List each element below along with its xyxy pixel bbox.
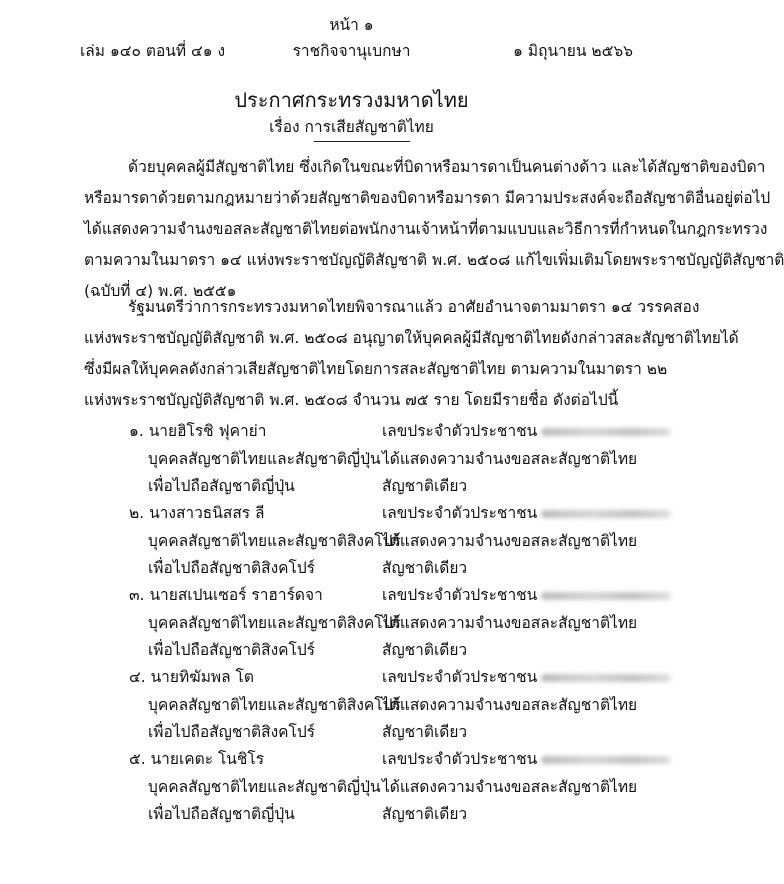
purpose-text: เพื่อไปถือสัญชาติญี่ปุ่น (148, 805, 295, 823)
paragraph-line: ตามความในมาตรา ๑๔ แห่งพระราชบัญญัติสัญชาติ พ.ศ. ๒๕๐๘ แก้ไขเพิ่มเติมโดยพระราชบัญญัติสัญชาติ (84, 251, 784, 269)
purpose-text: เพื่อไปถือสัญชาติสิงคโปร์ (148, 641, 315, 659)
dual-nationality-text: บุคคลสัญชาติไทยและสัญชาติญี่ปุ่น (148, 449, 381, 468)
citizen-id-row (382, 582, 671, 607)
purpose-text: เพื่อไปถือสัญชาติสิงคโปร์ (148, 559, 315, 577)
citizen-id-row (382, 500, 671, 525)
dual-nationality-text: บุคคลสัญชาติไทยและสัญชาติญี่ปุ่น (148, 777, 381, 796)
renunciation-text: ได้แสดงความจำนงขอสละสัญชาติไทย (382, 449, 638, 468)
redacted-id-value (541, 510, 671, 518)
citizen-id-label: เลขประจำตัวประชาชน (382, 504, 538, 522)
single-nationality-text: สัญชาติเดียว (382, 805, 468, 823)
person-name: ๕. นายเคตะ โนชิโร (129, 750, 265, 768)
redacted-id-value (541, 674, 671, 682)
redacted-id-value (541, 428, 671, 436)
paragraph-line: ซึ่งมีผลให้บุคคลดังกล่าวเสียสัญชาติไทยโดยการสละสัญชาติไทย ตามความในมาตรา ๒๒ (84, 360, 668, 378)
purpose-text: เพื่อไปถือสัญชาติสิงคโปร์ (148, 723, 315, 741)
paragraph-2 (84, 292, 739, 416)
paragraph-line: หรือมารดาด้วยตามกฎหมายว่าด้วยสัญชาติของบิดาหรือมารดา มีความประสงค์จะถือสัญชาติอื่นอยู่ต่อไป (84, 189, 771, 207)
dual-nationality-text: บุคคลสัญชาติไทยและสัญชาติสิงคโปร์ (148, 613, 401, 632)
paragraph-line: รัฐมนตรีว่าการกระทรวงมหาดไทยพิจารณาแล้ว อาศัยอำนาจตามมาตรา ๑๔ วรรคสอง (128, 298, 700, 316)
volume-issue: เล่ม ๑๔๐ ตอนที่ ๔๑ ง (80, 42, 226, 60)
single-nationality-text: สัญชาติเดียว (382, 477, 468, 495)
page-number: หน้า ๑ (329, 16, 374, 34)
announcement-subject: เรื่อง การเสียสัญชาติไทย (269, 118, 434, 136)
person-name: ๓. นายสเปนเซอร์ ราฮาร์ดจา (129, 586, 323, 604)
purpose-text: เพื่อไปถือสัญชาติญี่ปุ่น (148, 477, 295, 495)
citizen-id-label: เลขประจำตัวประชาชน (382, 668, 538, 686)
citizen-id-row (382, 664, 671, 689)
paragraph-line: แห่งพระราชบัญญัติสัญชาติ พ.ศ. ๒๕๐๘ อนุญาตให้บุคคลผู้มีสัญชาติไทยดังกล่าวสละสัญชาติไทยได้ (84, 329, 739, 347)
renunciation-text: ได้แสดงความจำนงขอสละสัญชาติไทย (382, 695, 638, 714)
publication-date: ๑ มิถุนายน ๒๕๖๖ (513, 42, 633, 60)
single-nationality-text: สัญชาติเดียว (382, 641, 468, 659)
paragraph-line: ด้วยบุคคลผู้มีสัญชาติไทย ซึ่งเกิดในขณะที่บิดาหรือมารดาเป็นคนต่างด้าว และได้สัญชาติของบิดา (128, 158, 766, 176)
dual-nationality-text: บุคคลสัญชาติไทยและสัญชาติสิงคโปร์ (148, 531, 401, 550)
dual-nationality-text: บุคคลสัญชาติไทยและสัญชาติสิงคโปร์ (148, 695, 401, 714)
person-name: ๔. นายทิฆัมพล โต (129, 668, 254, 686)
citizen-id-row (382, 746, 671, 771)
person-name: ๒. นางสาวธนิสสร ลี (129, 504, 265, 522)
paragraph-line: แห่งพระราชบัญญัติสัญชาติ พ.ศ. ๒๕๐๘ จำนวน ๗๕ ราย โดยมีรายชื่อ ดังต่อไปนี้ (84, 391, 619, 409)
publication-name: ราชกิจจานุเบกษา (292, 42, 411, 60)
renunciation-text: ได้แสดงความจำนงขอสละสัญชาติไทย (382, 777, 638, 796)
citizen-id-label: เลขประจำตัวประชาชน (382, 586, 538, 604)
redacted-id-value (541, 756, 671, 764)
citizen-id-row (382, 418, 671, 443)
citizen-id-label: เลขประจำตัวประชาชน (382, 422, 538, 440)
single-nationality-text: สัญชาติเดียว (382, 559, 468, 577)
single-nationality-text: สัญชาติเดียว (382, 723, 468, 741)
title-divider (314, 141, 410, 142)
renunciation-text: ได้แสดงความจำนงขอสละสัญชาติไทย (382, 531, 638, 550)
person-name: ๑. นายฮิโรชิ ฟุคาย่า (129, 422, 267, 440)
redacted-id-value (541, 592, 671, 600)
citizen-id-label: เลขประจำตัวประชาชน (382, 750, 538, 768)
paragraph-line: ได้แสดงความจำนงขอสละสัญชาติไทยต่อพนักงานเจ้าหน้าที่ตามแบบและวิธีการที่กำหนดในกฎกระทรวง (84, 220, 768, 238)
renunciation-text: ได้แสดงความจำนงขอสละสัญชาติไทย (382, 613, 638, 632)
announcement-title: ประกาศกระทรวงมหาดไทย (234, 88, 469, 112)
paragraph-line: (ฉบับที่ ๔) พ.ศ. ๒๕๕๑ (84, 282, 237, 300)
